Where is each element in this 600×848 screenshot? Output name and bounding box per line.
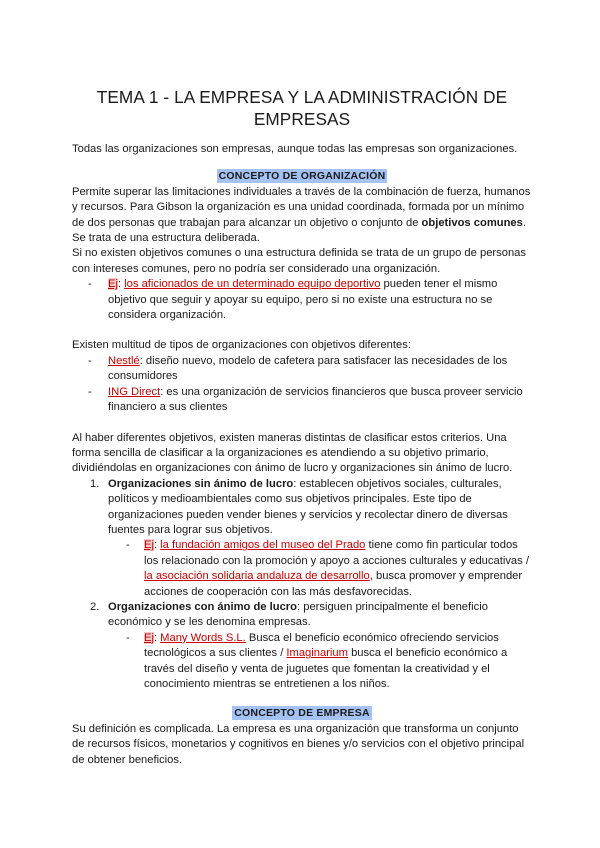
document-page [72,86,532,768]
example-label: Ej [144,631,154,644]
example-link[interactable]: la fundación amigos del museo del Prado [160,539,366,552]
section-heading: CONCEPTO DE ORGANIZACIÓN [218,170,386,183]
example-link[interactable]: Imaginarium [286,647,348,660]
empresa-paragraph: Su definición es complicada. La empresa es una organización que transforma un conjunto de recursos físicos, monetarios y cognitivos en bienes y/o servicios con el objetivo principal de obtener beneficios. [72,722,525,766]
numbered-item-con-animo: 2. Organizaciones con ánimo de lucro: persiguen principalmente el beneficio económico y se les denomina empresas. [90,600,488,629]
classification-paragraph: Al haber diferentes objetivos, existen maneras distintas de clasificar estos criterios. Una forma sencilla de clasificar a la organizaciones es atendiendo a su objetivo primario, dividiéndolas en organizaciones con ánimo de lucro y organizaciones sin ánimo de lucro. [72,431,513,475]
example-link[interactable]: los aficionados de un determinado equipo deportivo [124,278,381,291]
bullet-dash: - [88,354,92,367]
numbered-item-sin-animo: 1. Organizaciones sin ánimo de lucro: establecen objetivos sociales, culturales, políticos y medioambientales como sus objetivos principales. Este tipo de organizaciones pueden vender bienes y servicios y recolectar dinero de diversas fuentes para lograr sus objetivos. [90,477,508,536]
example-label: Ej [144,539,154,552]
bullet-dash: - [88,278,92,291]
example-link[interactable]: Many Words S.L. [160,631,246,644]
example-link[interactable]: la asociación solidaria andaluza de desarrollo [144,570,370,583]
definition-paragraph: Permite superar las limitaciones individuales a través de la combinación de fuerza, humanos y recursos. Para Gibson la organización es una unidad coordinada, formada por un mínimo de dos personas que trabajan para alcanzar un objetivo o conjunto de objetivos comunes. Se trata de una estructura deliberada. [72,185,531,245]
list-item: - ING Direct: es una organización de servicios financieros que busca proveer servicio financiero a sus clientes [88,385,523,414]
group-paragraph: Si no existen objetivos comunes o una estructura definida se trata de un grupo de personas con intereses comunes, pero no podría ser considerado una organización. [72,247,527,275]
bold-term: objetivos comunes [421,216,523,229]
intro-paragraph: Todas las organizaciones son empresas, aunque todas las empresas son organizaciones. [72,143,518,155]
section-empresa [72,706,532,721]
section-organizacion [72,169,532,184]
number-marker: 2. [90,600,100,613]
bold-term: Organizaciones con ánimo de lucro [108,600,297,613]
number-marker: 1. [90,477,100,490]
page-title: TEMA 1 - LA EMPRESA Y LA ADMINISTRACIÓN DE EMPRESAS [96,87,508,129]
section-heading: CONCEPTO DE EMPRESA [234,707,370,720]
example-item: - Ej: la fundación amigos del museo del Prado tiene como fin particular todos los relacionado con la promoción y apoyo a acciones culturales y educativas / la asociación solidaria andaluza de desarrollo, busca promover y emprender acciones de cooperación con las más desfavorecidas. [126,539,529,598]
example-label: Ej [108,278,118,291]
bullet-dash: - [126,539,130,552]
company-link-ing[interactable]: ING Direct [108,385,161,398]
company-link-nestle[interactable]: Nestlé [108,354,140,367]
bold-term: Organizaciones sin ánimo de lucro [108,477,294,490]
example-item: - Ej: los aficionados de un determinado equipo deportivo pueden tener el mismo objetivo que seguir y apoyar su equipo, pero si no existe una estructura no se considera organización. [88,278,498,322]
list-item: - Nestlé: diseño nuevo, modelo de cafetera para satisfacer las necesidades de los consumidores [88,354,508,383]
types-paragraph: Existen multitud de tipos de organizaciones con objetivos diferentes: [72,339,411,352]
bullet-dash: - [126,631,130,644]
bullet-dash: - [88,385,92,398]
example-item: - Ej: Many Words S.L. Busca el beneficio económico ofreciendo servicios tecnológicos a sus clientes / Imaginarium busca el beneficio económico a través del diseño y venta de juguetes que fomentan la creatividad y el conocimiento mientras se entretienen a los niños. [126,631,508,690]
